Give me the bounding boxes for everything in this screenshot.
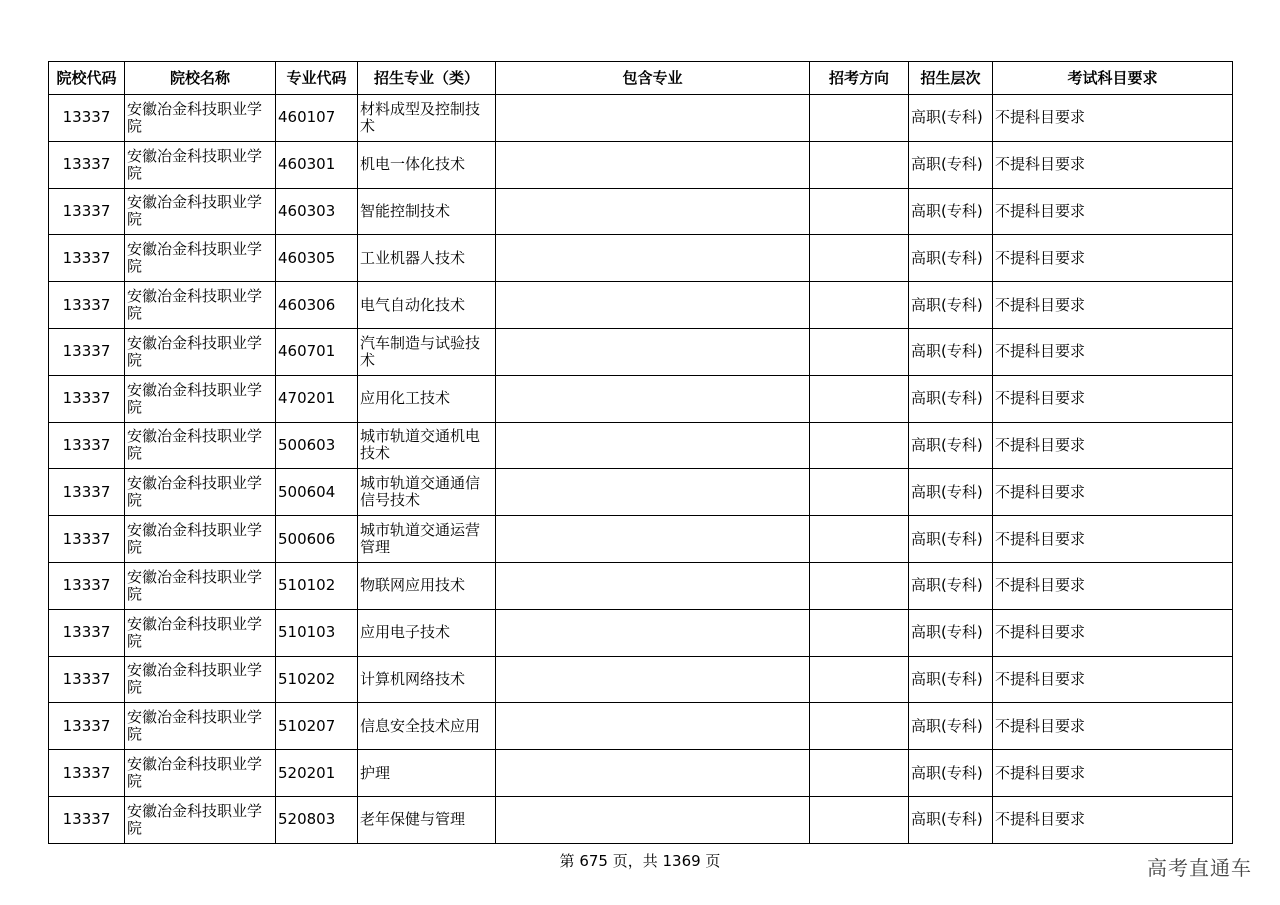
cell-major: 应用化工技术 <box>358 375 496 422</box>
cell-major: 城市轨道交通通信信号技术 <box>358 469 496 516</box>
cell-direction <box>810 656 909 703</box>
cell-included-majors <box>496 750 810 797</box>
cell-direction <box>810 562 909 609</box>
cell-requirement: 不提科目要求 <box>993 328 1233 375</box>
cell-included-majors <box>496 562 810 609</box>
cell-included-majors <box>496 235 810 282</box>
watermark-logo: 高考直通车 <box>1147 856 1252 880</box>
cell-major: 城市轨道交通运营管理 <box>358 516 496 563</box>
cell-requirement: 不提科目要求 <box>993 609 1233 656</box>
cell-school-name: 安徽冶金科技职业学院 <box>125 750 276 797</box>
table-row <box>49 750 1233 797</box>
cell-major: 计算机网络技术 <box>358 656 496 703</box>
table-row <box>49 656 1233 703</box>
cell-school-code: 13337 <box>49 516 125 563</box>
cell-requirement: 不提科目要求 <box>993 562 1233 609</box>
cell-level: 高职(专科) <box>909 703 993 750</box>
cell-requirement: 不提科目要求 <box>993 796 1233 843</box>
cell-major-code: 460701 <box>276 328 358 375</box>
cell-major-code: 510102 <box>276 562 358 609</box>
cell-major: 老年保健与管理 <box>358 796 496 843</box>
cell-direction <box>810 516 909 563</box>
cell-major-code: 460305 <box>276 235 358 282</box>
cell-school-code: 13337 <box>49 750 125 797</box>
cell-level: 高职(专科) <box>909 516 993 563</box>
cell-direction <box>810 141 909 188</box>
header-included-majors: 包含专业 <box>496 62 810 95</box>
cell-school-code: 13337 <box>49 282 125 329</box>
cell-level: 高职(专科) <box>909 188 993 235</box>
cell-school-code: 13337 <box>49 796 125 843</box>
cell-major-code: 520201 <box>276 750 358 797</box>
cell-requirement: 不提科目要求 <box>993 469 1233 516</box>
cell-direction <box>810 95 909 142</box>
cell-included-majors <box>496 516 810 563</box>
cell-direction <box>810 328 909 375</box>
table-row <box>49 95 1233 142</box>
cell-school-name: 安徽冶金科技职业学院 <box>125 328 276 375</box>
cell-level: 高职(专科) <box>909 469 993 516</box>
cell-requirement: 不提科目要求 <box>993 422 1233 469</box>
admissions-table <box>48 61 1233 844</box>
cell-level: 高职(专科) <box>909 656 993 703</box>
cell-major-code: 510202 <box>276 656 358 703</box>
cell-major-code: 500606 <box>276 516 358 563</box>
cell-major: 机电一体化技术 <box>358 141 496 188</box>
table-row <box>49 609 1233 656</box>
cell-level: 高职(专科) <box>909 375 993 422</box>
cell-school-name: 安徽冶金科技职业学院 <box>125 703 276 750</box>
cell-school-name: 安徽冶金科技职业学院 <box>125 469 276 516</box>
cell-school-name: 安徽冶金科技职业学院 <box>125 188 276 235</box>
cell-school-code: 13337 <box>49 609 125 656</box>
cell-direction <box>810 703 909 750</box>
table-row <box>49 375 1233 422</box>
cell-requirement: 不提科目要求 <box>993 516 1233 563</box>
cell-requirement: 不提科目要求 <box>993 95 1233 142</box>
header-direction: 招考方向 <box>810 62 909 95</box>
cell-requirement: 不提科目要求 <box>993 375 1233 422</box>
cell-included-majors <box>496 422 810 469</box>
cell-major-code: 460303 <box>276 188 358 235</box>
cell-level: 高职(专科) <box>909 328 993 375</box>
table-row <box>49 188 1233 235</box>
table-row <box>49 141 1233 188</box>
cell-school-name: 安徽冶金科技职业学院 <box>125 422 276 469</box>
cell-requirement: 不提科目要求 <box>993 282 1233 329</box>
cell-school-name: 安徽冶金科技职业学院 <box>125 141 276 188</box>
table-header-row <box>49 62 1233 95</box>
cell-major-code: 460107 <box>276 95 358 142</box>
cell-major: 材料成型及控制技术 <box>358 95 496 142</box>
cell-school-code: 13337 <box>49 375 125 422</box>
cell-school-code: 13337 <box>49 703 125 750</box>
cell-school-name: 安徽冶金科技职业学院 <box>125 95 276 142</box>
cell-direction <box>810 282 909 329</box>
cell-included-majors <box>496 282 810 329</box>
cell-major-code: 460306 <box>276 282 358 329</box>
cell-school-name: 安徽冶金科技职业学院 <box>125 609 276 656</box>
table-row <box>49 796 1233 843</box>
cell-school-code: 13337 <box>49 656 125 703</box>
cell-direction <box>810 422 909 469</box>
cell-major: 物联网应用技术 <box>358 562 496 609</box>
cell-included-majors <box>496 656 810 703</box>
cell-level: 高职(专科) <box>909 609 993 656</box>
header-school-name: 院校名称 <box>125 62 276 95</box>
cell-school-code: 13337 <box>49 235 125 282</box>
table-row <box>49 703 1233 750</box>
table-row <box>49 562 1233 609</box>
cell-direction <box>810 609 909 656</box>
cell-included-majors <box>496 188 810 235</box>
cell-major-code: 470201 <box>276 375 358 422</box>
cell-school-name: 安徽冶金科技职业学院 <box>125 282 276 329</box>
cell-included-majors <box>496 609 810 656</box>
cell-requirement: 不提科目要求 <box>993 703 1233 750</box>
cell-major: 城市轨道交通机电技术 <box>358 422 496 469</box>
cell-major: 信息安全技术应用 <box>358 703 496 750</box>
table-row <box>49 469 1233 516</box>
cell-school-name: 安徽冶金科技职业学院 <box>125 516 276 563</box>
cell-included-majors <box>496 141 810 188</box>
cell-requirement: 不提科目要求 <box>993 188 1233 235</box>
cell-major: 应用电子技术 <box>358 609 496 656</box>
cell-included-majors <box>496 328 810 375</box>
cell-direction <box>810 796 909 843</box>
cell-direction <box>810 188 909 235</box>
cell-major: 护理 <box>358 750 496 797</box>
cell-school-name: 安徽冶金科技职业学院 <box>125 235 276 282</box>
cell-major-code: 510207 <box>276 703 358 750</box>
cell-level: 高职(专科) <box>909 141 993 188</box>
cell-major: 工业机器人技术 <box>358 235 496 282</box>
cell-major: 电气自动化技术 <box>358 282 496 329</box>
cell-included-majors <box>496 796 810 843</box>
cell-level: 高职(专科) <box>909 282 993 329</box>
cell-major-code: 520803 <box>276 796 358 843</box>
cell-school-code: 13337 <box>49 562 125 609</box>
cell-requirement: 不提科目要求 <box>993 235 1233 282</box>
cell-school-name: 安徽冶金科技职业学院 <box>125 562 276 609</box>
cell-major-code: 500603 <box>276 422 358 469</box>
cell-level: 高职(专科) <box>909 95 993 142</box>
cell-school-code: 13337 <box>49 141 125 188</box>
cell-direction <box>810 469 909 516</box>
cell-school-name: 安徽冶金科技职业学院 <box>125 375 276 422</box>
cell-major: 智能控制技术 <box>358 188 496 235</box>
header-major-code: 专业代码 <box>276 62 358 95</box>
header-level: 招生层次 <box>909 62 993 95</box>
header-requirement: 考试科目要求 <box>993 62 1233 95</box>
cell-direction <box>810 750 909 797</box>
header-major: 招生专业（类） <box>358 62 496 95</box>
cell-school-code: 13337 <box>49 422 125 469</box>
cell-school-code: 13337 <box>49 469 125 516</box>
table-row <box>49 422 1233 469</box>
cell-major-code: 500604 <box>276 469 358 516</box>
table-row <box>49 328 1233 375</box>
cell-level: 高职(专科) <box>909 750 993 797</box>
header-school-code: 院校代码 <box>49 62 125 95</box>
cell-included-majors <box>496 703 810 750</box>
cell-school-code: 13337 <box>49 95 125 142</box>
cell-requirement: 不提科目要求 <box>993 750 1233 797</box>
cell-included-majors <box>496 375 810 422</box>
cell-school-name: 安徽冶金科技职业学院 <box>125 796 276 843</box>
cell-level: 高职(专科) <box>909 562 993 609</box>
page-number: 第 675 页，共 1369 页 <box>559 852 721 870</box>
cell-direction <box>810 235 909 282</box>
cell-major-code: 510103 <box>276 609 358 656</box>
cell-major: 汽车制造与试验技术 <box>358 328 496 375</box>
cell-school-code: 13337 <box>49 328 125 375</box>
cell-level: 高职(专科) <box>909 796 993 843</box>
table-row <box>49 282 1233 329</box>
cell-level: 高职(专科) <box>909 422 993 469</box>
cell-level: 高职(专科) <box>909 235 993 282</box>
cell-school-code: 13337 <box>49 188 125 235</box>
cell-direction <box>810 375 909 422</box>
cell-included-majors <box>496 469 810 516</box>
table-row <box>49 235 1233 282</box>
table-row <box>49 516 1233 563</box>
cell-school-name: 安徽冶金科技职业学院 <box>125 656 276 703</box>
cell-requirement: 不提科目要求 <box>993 141 1233 188</box>
cell-requirement: 不提科目要求 <box>993 656 1233 703</box>
cell-included-majors <box>496 95 810 142</box>
cell-major-code: 460301 <box>276 141 358 188</box>
